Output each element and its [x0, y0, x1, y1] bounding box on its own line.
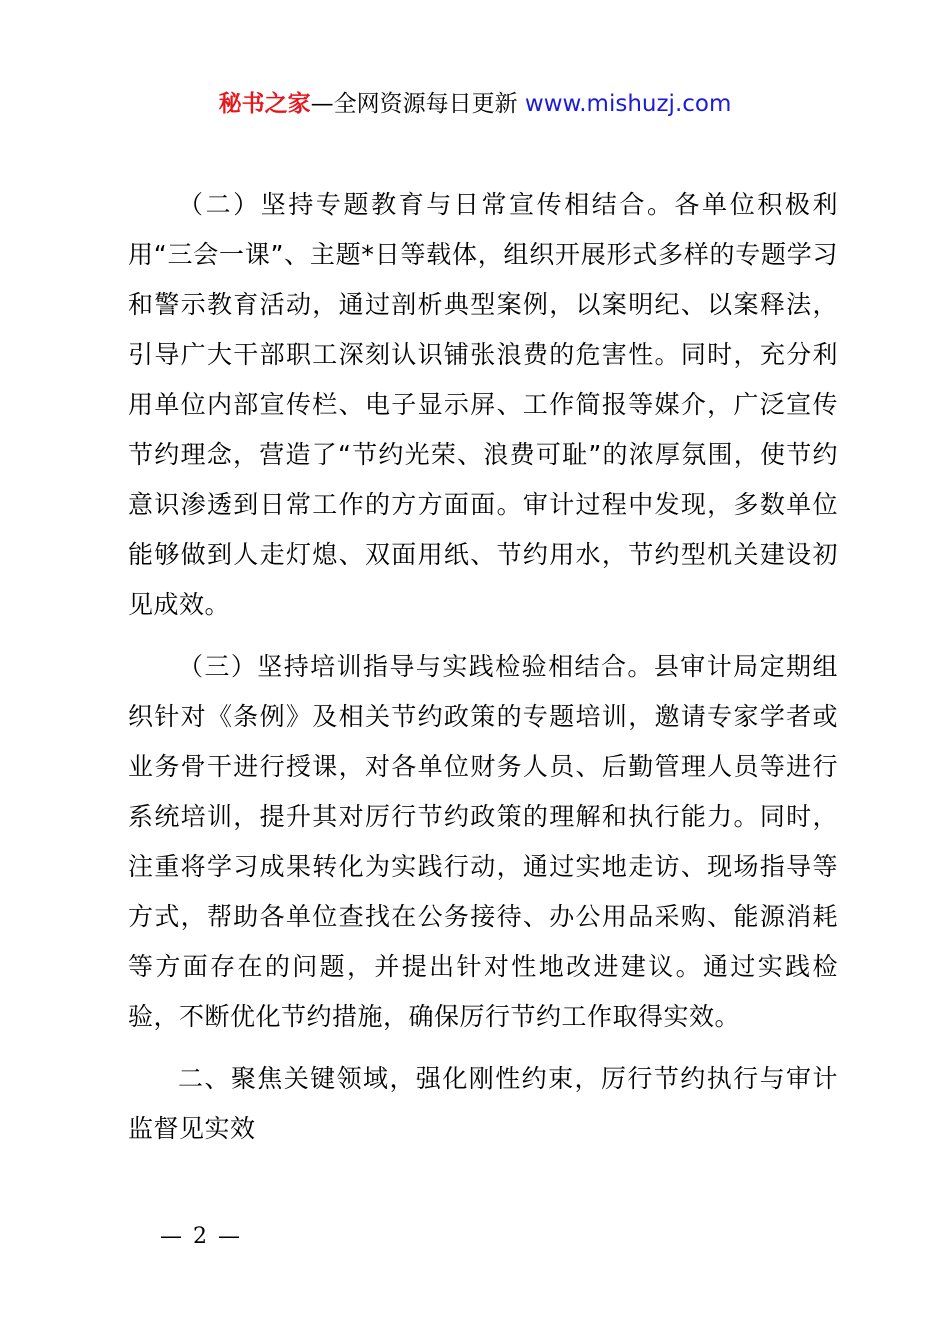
paragraph-section-2: （二）坚持专题教育与日常宣传相结合。各单位积极利用“三会一课”、主题*日等载体，组织开展形式多样的专题学习和警示教育活动，通过剖析典型案例，以案明纪、以案释法，引导广大干部职工深刻认识铺张浪费的危害性。同时，充分利用单位内部宣传栏、电子显示屏、工作简报等媒介，广泛宣传节约理念，营造了“节约光荣、浪费可耻”的浓厚氛围，使节约意识渗透到日常工作的方方面面。审计过程中发现，多数单位能够做到人走灯熄、双面用纸、节约用水，节约型机关建设初见成效。: [128, 190, 838, 619]
page-number: — 2 —: [160, 1224, 242, 1249]
site-brand: 秘书之家: [218, 91, 311, 117]
section-heading: 二、聚焦关键领域，强化刚性约束，厉行节约执行与审计监督见实效: [128, 1064, 838, 1143]
site-header: [0, 86, 950, 122]
document-body: [128, 180, 838, 1166]
site-tagline: —全网资源每日更新: [310, 91, 518, 117]
site-url-link[interactable]: www.mishuzj.com: [524, 91, 732, 117]
paragraph-section-3: （三）坚持培训指导与实践检验相结合。县审计局定期组织针对《条例》及相关节约政策的专题培训，邀请专家学者或业务骨干进行授课，对各单位财务人员、后勤管理人员等进行系统培训，提升其对厉行节约政策的理解和执行能力。同时，注重将学习成果转化为实践行动，通过实地走访、现场指导等方式，帮助各单位查找在公务接待、办公用品采购、能源消耗等方面存在的问题，并提出针对性地改进建议。通过实践检验，不断优化节约措施，确保厉行节约工作取得实效。: [128, 652, 838, 1031]
